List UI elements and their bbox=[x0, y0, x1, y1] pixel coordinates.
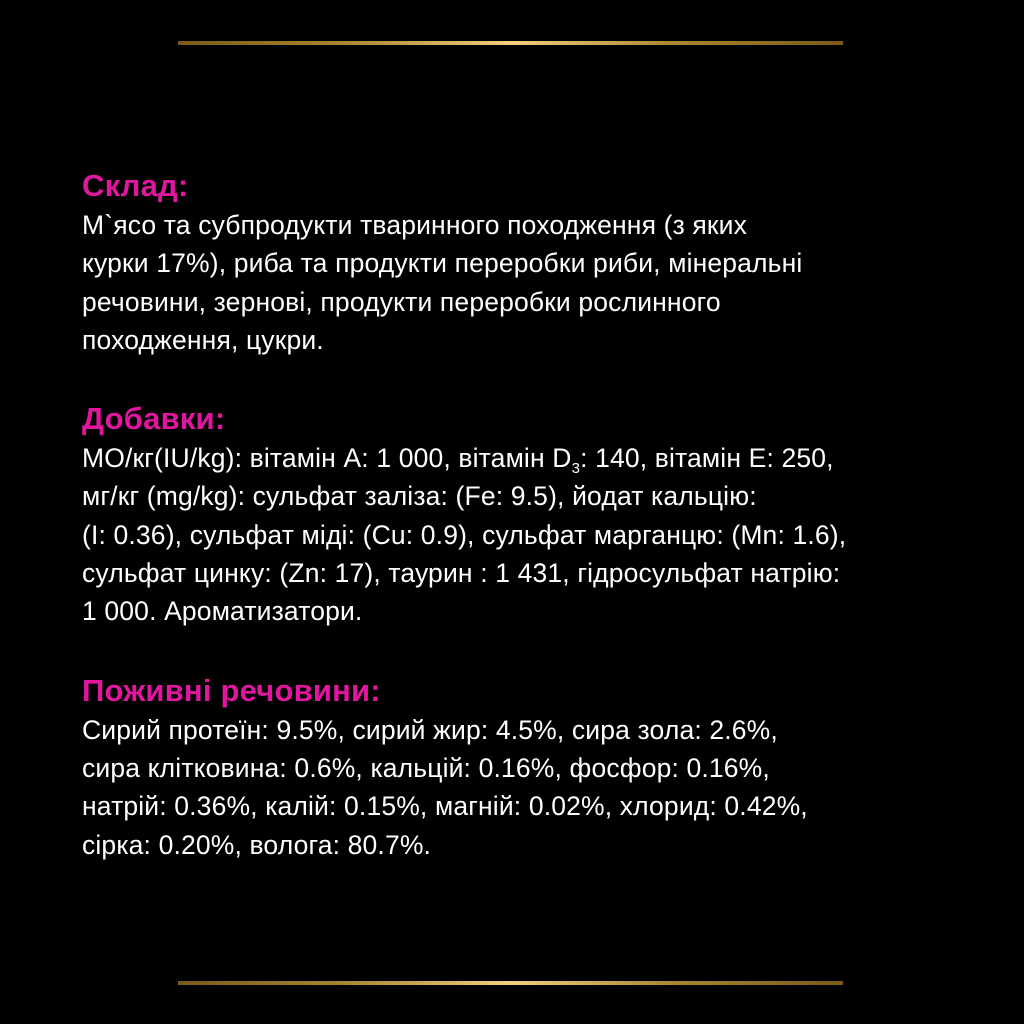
composition-section bbox=[82, 166, 962, 359]
additives-line-2: мг/кг (mg/kg): сульфат заліза: (Fe: 9.5), йодат кальцію: bbox=[82, 481, 757, 512]
top-gold-divider bbox=[178, 41, 843, 45]
nutrients-line-3: натрій: 0.36%, калій: 0.15%, магній: 0.02%, хлорид: 0.42%, bbox=[82, 791, 808, 822]
label-content bbox=[82, 166, 962, 864]
additives-line-1-head: МО/кг(IU/kg): вітамін А: 1 000, вітамін D bbox=[82, 443, 572, 474]
composition-line-3: речовини, зернові, продукти переробки рослинного bbox=[82, 286, 721, 317]
composition-heading: Склад: bbox=[82, 168, 189, 203]
additives-line-1 bbox=[82, 443, 834, 478]
nutrients-line-1: Сирий протеїн: 9.5%, сирий жир: 4.5%, сира зола: 2.6%, bbox=[82, 714, 778, 745]
additives-text bbox=[82, 439, 962, 630]
nutrients-section bbox=[82, 671, 962, 864]
composition-line-4: походження, цукри. bbox=[82, 324, 324, 355]
composition-line-1: М`ясо та субпродукти тваринного походження (з яких bbox=[82, 210, 747, 240]
additives-heading: Добавки: bbox=[82, 401, 226, 437]
additives-section bbox=[82, 399, 962, 630]
composition-line-2: курки 17%), риба та продукти переробки риби, мінеральні bbox=[82, 248, 803, 279]
nutrients-text bbox=[82, 711, 962, 864]
bottom-gold-divider bbox=[178, 981, 843, 985]
nutrients-line-4: сірка: 0.20%, волога: 80.7%. bbox=[82, 829, 432, 860]
composition-text bbox=[82, 206, 962, 359]
additives-line-3: (I: 0.36), сульфат міді: (Cu: 0.9), сульфат марганцю: (Mn: 1.6), bbox=[82, 519, 847, 550]
nutrients-heading: Поживні речовини: bbox=[82, 672, 381, 708]
nutrients-line-2: сира клітковина: 0.6%, кальцій: 0.16%, фосфор: 0.16%, bbox=[82, 752, 770, 783]
additives-line-1-tail: : 140, вітамін E: 250, bbox=[580, 443, 834, 474]
additives-line-4: сульфат цинку: (Zn: 17), таурин : 1 431, гідросульфат натрію: bbox=[82, 558, 841, 589]
vitamin-d-subscript: 3 bbox=[571, 460, 581, 478]
additives-line-5: 1 000. Ароматизатори. bbox=[82, 596, 363, 627]
